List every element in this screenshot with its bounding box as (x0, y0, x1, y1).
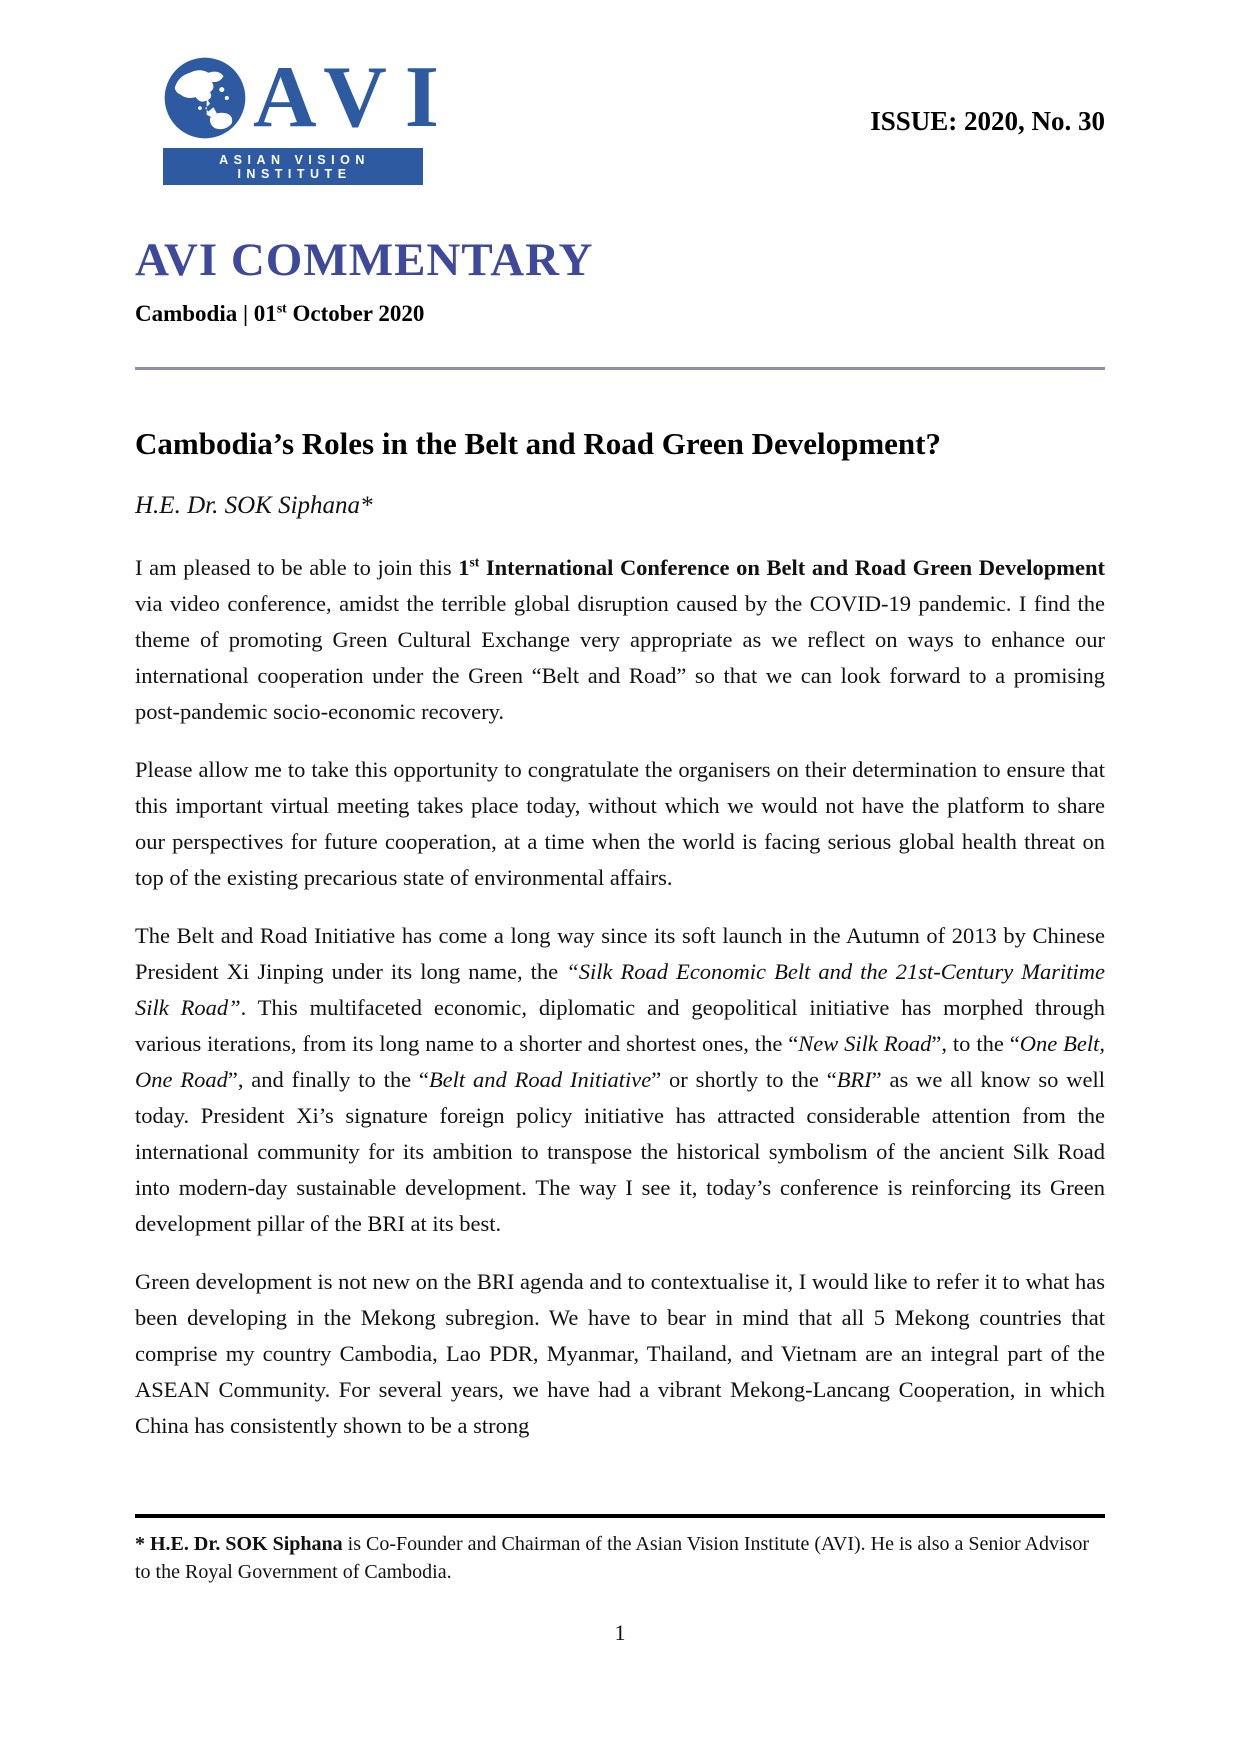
avi-logo-top (163, 49, 458, 146)
text-run: ” or shortly to the “ (651, 1067, 837, 1092)
document-header (135, 0, 1105, 185)
dateline (135, 301, 1105, 327)
article-paragraph (135, 550, 1105, 730)
article-author: H.E. Dr. SOK Siphana* (135, 492, 373, 519)
text-run: Cambodia | 01 (135, 301, 277, 326)
article-title: Cambodia’s Roles in the Belt and Road Green Development? (135, 426, 941, 461)
text-run: Belt and Road Initiative (428, 1067, 652, 1092)
text-run: 1 (458, 555, 470, 580)
text-run: via video conference, amidst the terrible global disruption caused by the COVID-19 pandemic. I find the theme of promoting Green Cultural Exchange very appropriate as we reflect on ways to enhance our international cooperation under the Green “Belt and Road” so that we can look forward to a promising post-pandemic socio-economic recovery. (135, 591, 1105, 724)
text-run: Please allow me to take this opportunity to congratulate the organisers on their determination to ensure that this important virtual meeting takes place today, without which we would not have the platform to share our perspectives for future cooperation, at a time when the world is facing serious global health threat on top of the existing precarious state of environmental affairs. (135, 757, 1105, 890)
text-run: ”, and finally to the “ (227, 1067, 429, 1092)
article-paragraph (135, 752, 1105, 896)
text-run: New Silk Road (798, 1031, 932, 1056)
issue-label: ISSUE: 2020, No. 30 (870, 106, 1105, 136)
article-body (135, 550, 1105, 1444)
text-run: BRI (836, 1067, 872, 1092)
text-run: ”, to the “ (931, 1031, 1020, 1056)
page-number: 1 (614, 1620, 626, 1645)
series-title: AVI COMMENTARY (135, 234, 594, 286)
text-run: One Belt, One Road (135, 1031, 1106, 1092)
text-run: “Silk Road Economic Belt and the 21st-Century Maritime Silk Road” (135, 959, 1105, 1020)
text-run: The Belt and Road Initiative has come a long way since its soft launch in the Autumn of 2013 by Chinese President Xi Jinping under its long name, the (135, 923, 1105, 984)
text-run: . This multifaceted economic, diplomatic and geopolitical initiative has morphed through various iterations, from its long name to a shorter and shortest ones, the “ (135, 995, 1105, 1056)
header-divider (135, 367, 1105, 370)
article-paragraph (135, 918, 1105, 1242)
text-run: is Co-Founder and Chairman of the Asian Vision Institute (AVI). He is also a Senior Advisor to the Royal Government of Cambodia. (135, 1533, 1089, 1583)
footnote-divider (135, 1514, 1105, 1518)
text-run: st (469, 554, 480, 570)
text-run: Green development is not new on the BRI agenda and to contextualise it, I would like to refer it to what has been developing in the Mekong subregion. We have to bear in mind that all 5 Mekong countries that comprise my country Cambodia, Lao PDR, Myanmar, Thailand, and Vietnam are an integral part of the ASEAN Community. For several years, we have had a vibrant Mekong-Lancang Cooperation, in which China has consistently shown to be a strong (135, 1269, 1105, 1438)
text-run: October 2020 (286, 301, 425, 326)
globe-asia-pacific-icon (163, 56, 247, 140)
text-run: ” as we all know so well today. President Xi’s signature foreign policy initiative has attracted considerable attention from the international community for its ambition to transpose the historical symbolism of the ancient Silk Road into modern-day sustainable development. The way I see it, today’s conference is reinforcing its Green development pillar of the BRI at its best. (135, 1067, 1105, 1236)
article (135, 426, 1105, 1444)
footnote-text (135, 1530, 1105, 1586)
text-run: I am pleased to be able to join this (135, 555, 459, 580)
text-run: st (276, 300, 287, 316)
text-run: * H.E. Dr. SOK Siphana (135, 1533, 343, 1555)
logo-acronym: AVI (253, 49, 458, 146)
page-footer (135, 1514, 1105, 1646)
avi-logo (163, 49, 458, 185)
logo-banner: ASIAN VISION INSTITUTE (163, 148, 423, 185)
article-paragraph (135, 1264, 1105, 1444)
text-run: International Conference on Belt and Road Green Development (479, 555, 1105, 580)
